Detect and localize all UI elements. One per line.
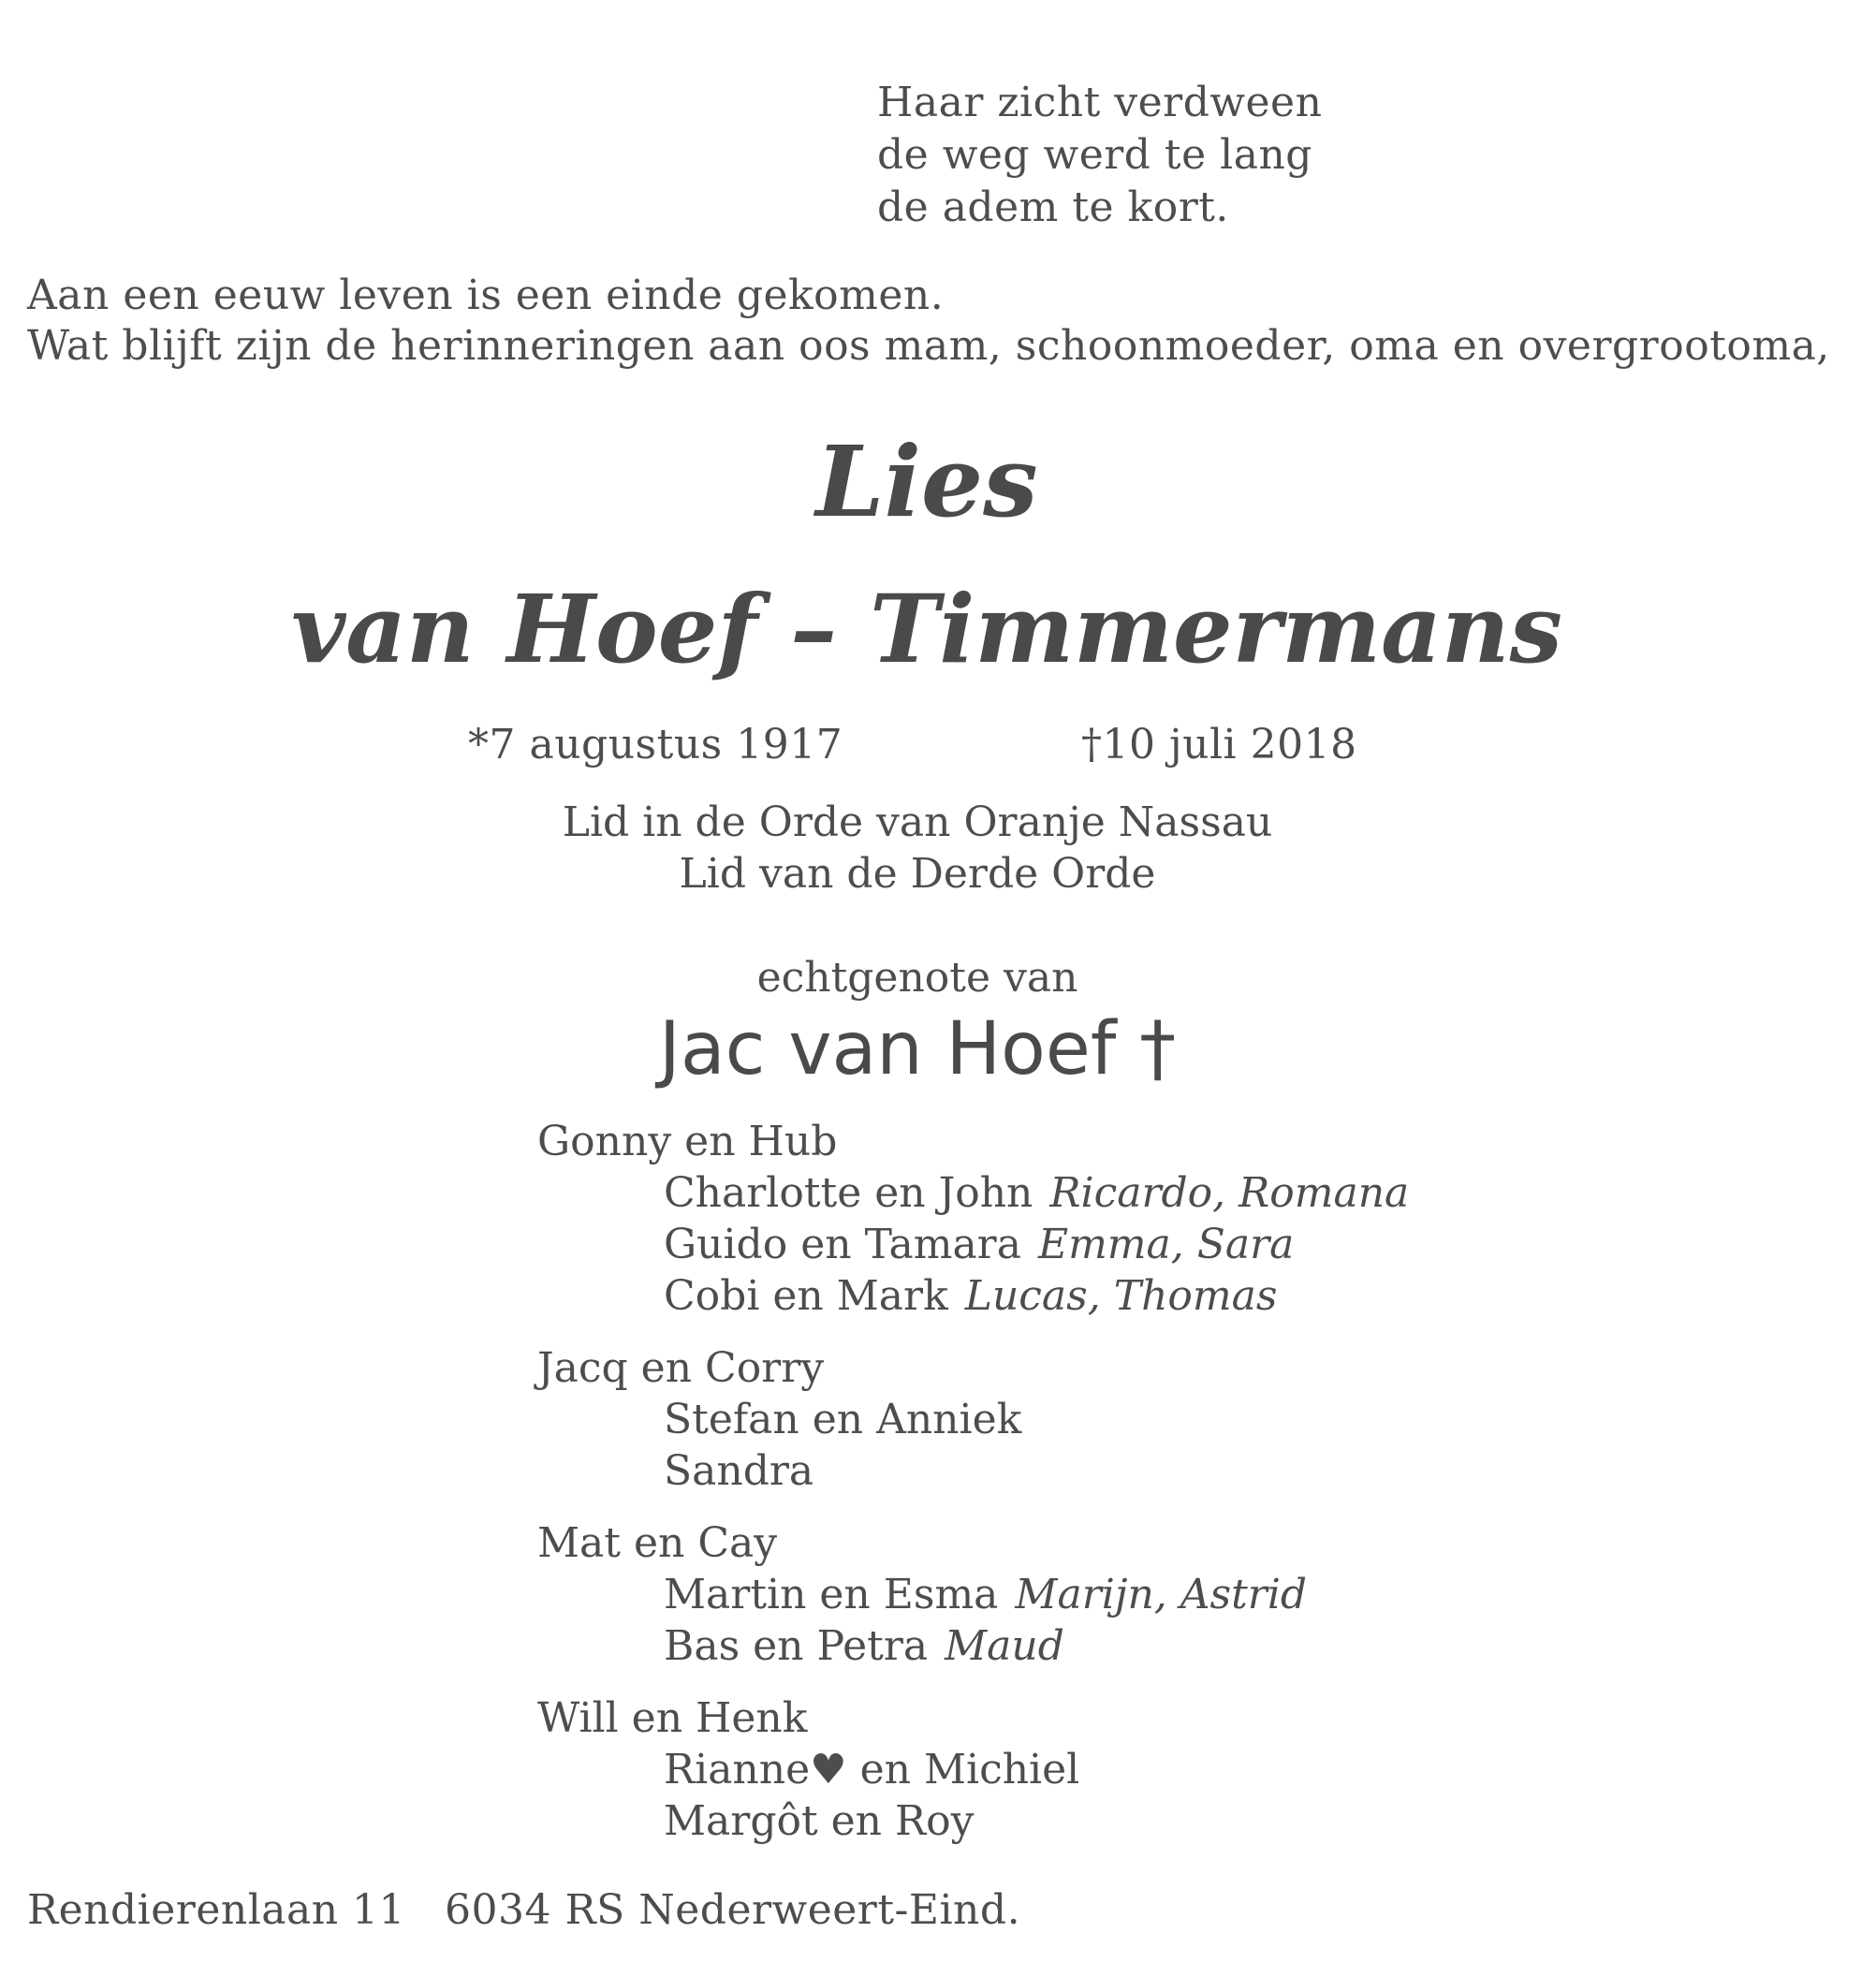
family-grandchildren: Ricardo, Romana [1049, 1169, 1410, 1217]
family-child [537, 1394, 1409, 1445]
intro-line: Aan een eeuw leven is een einde gekomen. [27, 271, 945, 319]
family-child [537, 1167, 1409, 1219]
family-child-name: Sandra [664, 1447, 814, 1495]
family-child-name: Cobi en Mark [664, 1272, 948, 1320]
family-grandchildren: Emma, Sara [1037, 1221, 1295, 1268]
family-child-name: Martin en Esma [664, 1571, 999, 1618]
family-child-name: Margôt en Roy [664, 1797, 975, 1845]
family-child-name: Charlotte en John [664, 1169, 1033, 1217]
family-parent: Will en Henk [537, 1694, 808, 1742]
family-group [537, 1116, 1409, 1322]
family-parent: Gonny en Hub [537, 1118, 838, 1165]
family-parent: Mat en Cay [537, 1519, 778, 1567]
family-child-name: Bas en Petra [664, 1622, 929, 1670]
address-street: Rendierenlaan 11 [27, 1886, 406, 1934]
address-city: 6034 RS Nederweert-Eind. [445, 1886, 1021, 1934]
birth-date: *7 augustus 1917 [468, 721, 843, 769]
address [27, 1884, 1020, 1937]
family-child-name: Guido en Tamara [664, 1221, 1021, 1268]
family-child [537, 1219, 1409, 1270]
family-parent: Jacq en Corry [537, 1344, 825, 1392]
family-group [537, 1692, 1409, 1847]
poem-line: de adem te kort. [877, 183, 1229, 231]
death-date: †10 juli 2018 [1081, 721, 1357, 769]
deceased-first-name: Lies [815, 424, 1038, 539]
family-child [537, 1795, 1409, 1847]
intro-line: Wat blijft zijn de herinneringen aan oos mam, schoonmoeder, oma en overgrootoma, [27, 322, 1830, 370]
spouse-label: echtgenote van [756, 954, 1078, 1002]
honour-line: Lid van de Derde Orde [679, 850, 1156, 898]
poem [877, 77, 1322, 234]
family-child [537, 1445, 1409, 1497]
intro-text [27, 270, 1830, 371]
honour-line: Lid in de Orde van Oranje Nassau [562, 798, 1273, 846]
family-child [537, 1569, 1409, 1620]
family-grandchildren: Maud [945, 1622, 1064, 1670]
family-child [537, 1270, 1409, 1322]
poem-line: Haar zicht verdween [877, 79, 1323, 126]
family-child-name: Rianne♥ en Michiel [664, 1746, 1080, 1794]
family-grandchildren: Marijn, Astrid [1015, 1571, 1308, 1618]
family-grandchildren: Lucas, Thomas [964, 1272, 1278, 1320]
poem-line: de weg werd te lang [877, 131, 1312, 179]
spouse-name: Jac van Hoef † [658, 1007, 1177, 1091]
family-list [537, 1116, 1409, 1867]
family-child [537, 1620, 1409, 1672]
family-child [537, 1744, 1409, 1795]
family-child-name: Stefan en Anniek [664, 1396, 1022, 1443]
deceased-last-name: van Hoef – Timmermans [291, 574, 1562, 684]
family-group [537, 1517, 1409, 1672]
family-group [537, 1342, 1409, 1497]
